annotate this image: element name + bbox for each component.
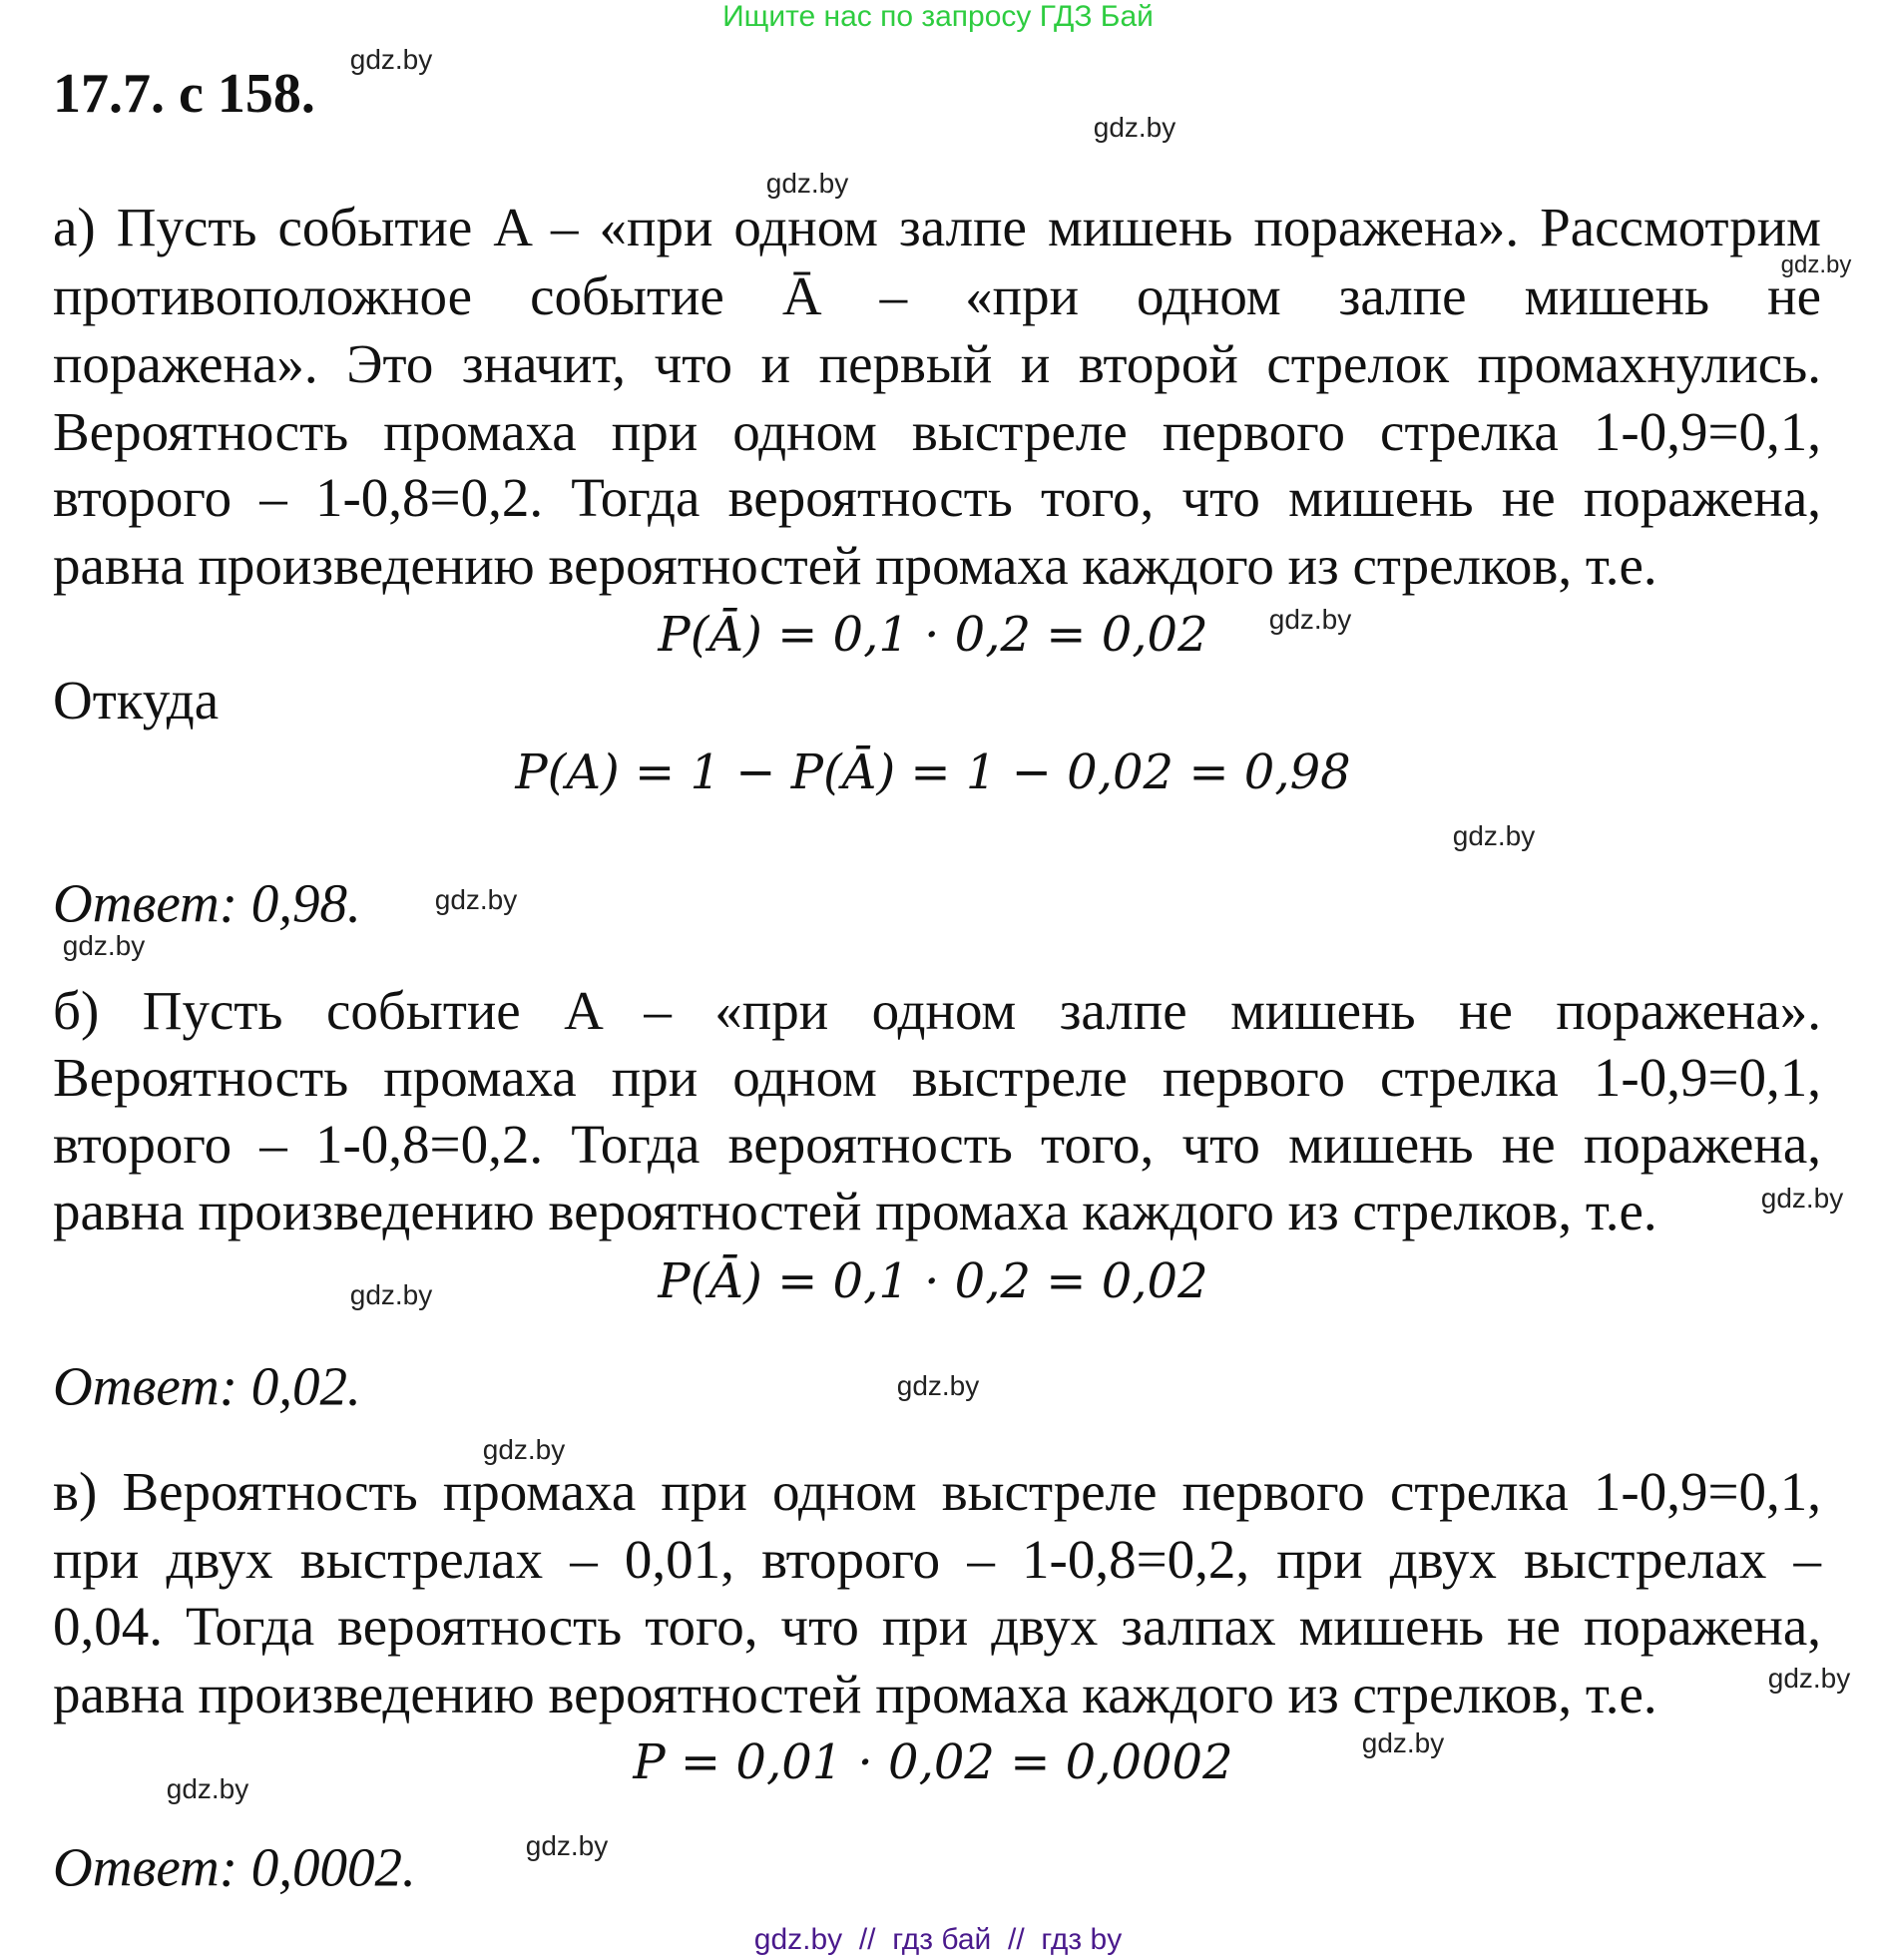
watermark: gdz.by [1268,604,1352,635]
answer: Ответ: 0,02. [53,1355,361,1417]
watermark: gdz.by [166,1773,249,1804]
text-line: равна произведению вероятностей промаха каждого из стрелков, т.е. [53,1664,1657,1724]
text-line: второго – 1-0,8=0,2. Тогда вероятность того, что мишень не поражена, [53,1114,1821,1175]
text-line: Вероятность промаха при одном выстреле первого стрелка 1-0,9=0,1, [53,1047,1821,1108]
answer: Ответ: 0,98. [53,872,361,934]
watermark: gdz.by [896,1370,980,1401]
watermark: gdz.by [1093,112,1176,143]
text-line: в) Вероятность промаха при одном выстреле первого стрелка 1-0,9=0,1, [53,1461,1821,1522]
answer: Ответ: 0,0002. [53,1836,416,1898]
watermark: gdz.by [1361,1727,1445,1758]
search-banner[interactable]: Ищите нас по запросу ГДЗ Бай [722,0,1154,33]
formula: P = 0,01 · 0,02 = 0,0002 [633,1734,1233,1790]
footer-links[interactable]: gdz.by // гдз бай // гдз by [753,1923,1123,1956]
watermark: gdz.by [349,44,433,75]
watermark: gdz.by [62,930,146,961]
text-line: Откуда [53,670,220,731]
text-line: равна произведению вероятностей промаха каждого из стрелков, т.е. [53,535,1657,596]
text-line: поражена». Это значит, что и первый и второй стрелок промахнулись. [53,333,1821,394]
watermark: gdz.by [1452,820,1536,851]
text-line: противоположное событие Ā – «при одном залпе мишень не [53,265,1821,326]
exercise-title: 17.7. с 158. [53,63,315,125]
text-line: второго – 1-0,8=0,2. Тогда вероятность того, что мишень не поражена, [53,467,1821,528]
text-line: 0,04. Тогда вероятность того, что при двух залпах мишень не поражена, [53,1596,1821,1657]
text-line: при двух выстрелах – 0,01, второго – 1-0,8=0,2, при двух выстрелах – [53,1529,1821,1590]
watermark: gdz.by [1780,251,1852,278]
text-line: а) Пусть событие A – «при одном залпе мишень поражена». Рассмотрим [53,197,1821,257]
watermark: gdz.by [1760,1183,1844,1214]
formula: P(Ā) = 0,1 · 0,2 = 0,02 [658,607,1208,663]
watermark: gdz.by [525,1830,609,1861]
watermark: gdz.by [765,168,849,199]
formula: P(A) = 1 − P(Ā) = 1 − 0,02 = 0,98 [515,744,1351,800]
text-line: Вероятность промаха при одном выстреле первого стрелка 1-0,9=0,1, [53,401,1821,462]
text-line: б) Пусть событие A – «при одном залпе мишень не поражена». [53,980,1821,1041]
watermark: gdz.by [349,1279,433,1310]
watermark: gdz.by [434,884,518,915]
watermark: gdz.by [1767,1663,1851,1694]
watermark: gdz.by [482,1434,566,1465]
text-line: равна произведению вероятностей промаха каждого из стрелков, т.е. [53,1181,1657,1241]
formula: P(Ā) = 0,1 · 0,2 = 0,02 [658,1253,1208,1309]
